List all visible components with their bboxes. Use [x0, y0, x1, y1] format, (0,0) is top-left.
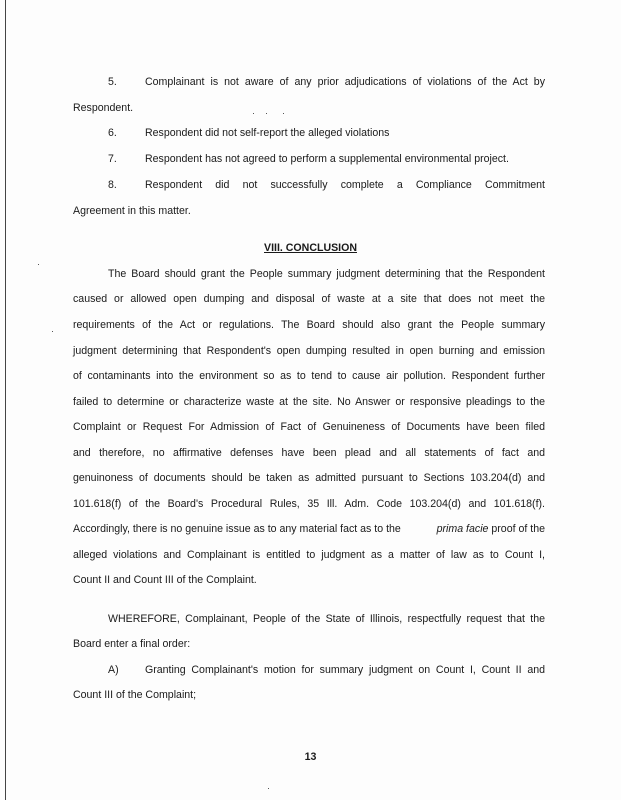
conclusion-line: failed to determine or characterize waste at the site. No Answer or responsive pleadings to the — [73, 396, 545, 408]
item-text: Complainant is not aware of any prior adjudications of violations of the Act by — [145, 76, 545, 88]
conclusion-line — [73, 523, 545, 535]
conclusion-line: Count II and Count III of the Complaint. — [73, 574, 257, 586]
latin-term: prima facie — [436, 523, 489, 535]
conclusion-line: and therefore, no affirmative defenses have been plead and all statements of fact and — [73, 447, 545, 459]
page-number: 13 — [304, 751, 317, 763]
scan-speck — [52, 331, 53, 332]
conclusion-line: The Board should grant the People summary judgment determining that the Respondent — [108, 268, 545, 280]
conclusion-line: caused or allowed open dumping and disposal of waste at a site that does not meet the — [73, 293, 545, 305]
conclusion-line: of contaminants into the environment so as to tend to cause air pollution. Respondent further — [73, 370, 545, 382]
conclusion-line: 101.618(f) of the Board's Procedural Rules, 35 Ill. Adm. Code 103.204(d) and 101.618(f). — [73, 498, 545, 510]
scan-edge-line — [5, 0, 6, 800]
section-heading: VIII. CONCLUSION — [264, 242, 357, 254]
conclusion-line: judgment determining that Respondent's open dumping resulted in open burning and emission — [73, 345, 545, 357]
item-number: 8. — [108, 179, 117, 191]
conclusion-line: genuinoness of documents should be taken as admitted pursuant to Sections 103.204(d) and — [73, 472, 545, 484]
item-text: Respondent has not agreed to perform a supplemental environmental project. — [145, 153, 509, 165]
conclusion-line-tail: proof of the — [491, 523, 545, 535]
item-continuation: Agreement in this matter. — [73, 205, 191, 217]
item-number: 5. — [108, 76, 117, 88]
item-number: 7. — [108, 153, 117, 165]
item-continuation: Respondent. — [73, 102, 134, 114]
conclusion-line-text: Accordingly, there is no genuine issue as to any material fact as to the — [73, 523, 401, 535]
item-number: 6. — [108, 127, 117, 139]
scan-speck — [268, 788, 269, 789]
conclusion-line: alleged violations and Complainant is entitled to judgment as a matter of law as to Count I, — [73, 549, 545, 561]
scan-speck — [38, 264, 39, 265]
relief-label: A) — [108, 664, 119, 676]
item-text: Respondent did not self-report the alleged violations — [145, 127, 390, 139]
wherefore-line: WHEREFORE, Complainant, People of the State of Illinois, respectfully request that the — [108, 613, 545, 625]
conclusion-line: requirements of the Act or regulations. The Board should also grant the People summary — [73, 319, 545, 331]
item-text: Respondent did not successfully complete a Compliance Commitment — [145, 179, 545, 191]
relief-continuation: Count III of the Complaint; — [73, 689, 197, 701]
conclusion-line: Complaint or Request For Admission of Fact of Genuineness of Documents have been filed — [73, 421, 545, 433]
wherefore-line: Board enter a final order: — [73, 638, 191, 650]
relief-text: Granting Complainant's motion for summary judgment on Count I, Count II and — [145, 664, 545, 676]
